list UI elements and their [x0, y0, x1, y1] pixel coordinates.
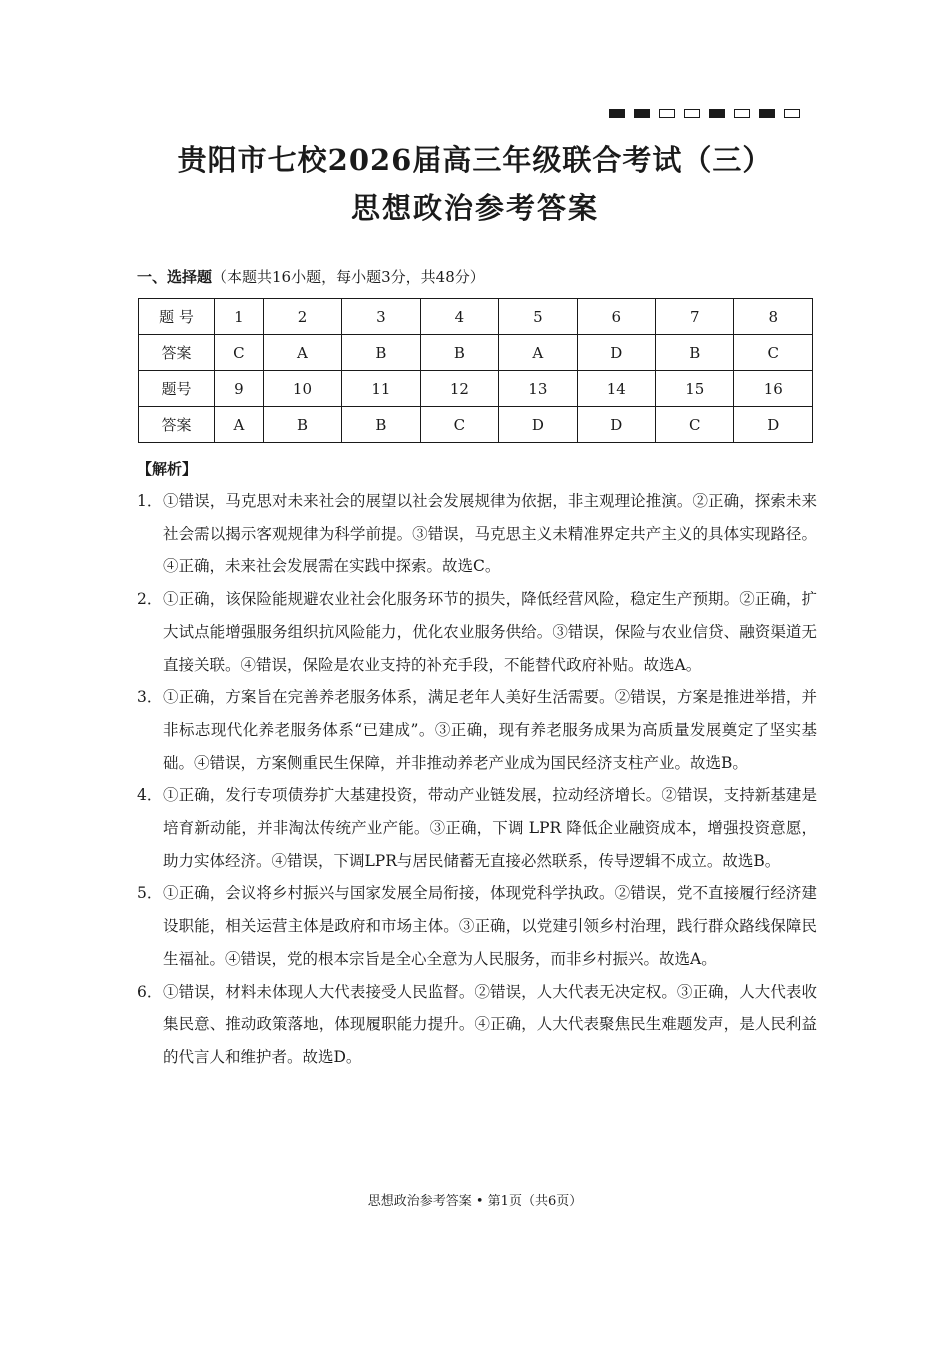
- answer-table: [138, 298, 813, 443]
- filled-square-mark: [759, 109, 775, 118]
- filled-square-mark: [609, 109, 625, 118]
- table-cell: 14: [577, 371, 655, 407]
- table-cell: C: [734, 335, 813, 371]
- filled-square-mark: [634, 109, 650, 118]
- analysis-item: [137, 976, 817, 1074]
- item-number: 3．: [137, 688, 163, 707]
- item-text: ①正确，发行专项债券扩大基建投资，带动产业链发展，拉动经济增长。②错误，支持新基建是培育新动能，并非淘汰传统产业产能。③正确，下调 LPR 降低企业融资成本，增强投资意愿，助力实体经济。④错误，下调LPR与居民储蓄无直接必然联系，传导逻辑不成立。故选B。: [163, 786, 817, 870]
- table-cell: 4: [420, 299, 498, 335]
- item-number: 4．: [137, 786, 163, 805]
- analysis-item: [137, 681, 817, 779]
- empty-square-mark: [734, 109, 750, 118]
- filled-square-mark: [709, 109, 725, 118]
- section-heading: [137, 266, 485, 287]
- analysis-item: [137, 485, 817, 583]
- exam-subtitle: 思想政治参考答案: [350, 191, 599, 225]
- table-cell: B: [656, 335, 734, 371]
- table-cell: D: [499, 407, 577, 443]
- table-cell: 1: [215, 299, 264, 335]
- table-cell: 8: [734, 299, 813, 335]
- table-cell: D: [577, 335, 655, 371]
- table-row: [139, 407, 813, 443]
- item-number: 2．: [137, 590, 163, 609]
- table-cell: A: [499, 335, 577, 371]
- page-footer: 思想政治参考答案 • 第1页（共6页）: [367, 1194, 583, 1209]
- empty-square-mark: [684, 109, 700, 118]
- table-cell: C: [215, 335, 264, 371]
- table-cell: 3: [342, 299, 420, 335]
- item-text: ①错误，马克思对未来社会的展望以社会发展规律为依据，非主观理论推演。②正确，探索未来社会需以揭示客观规律为科学前提。③错误，马克思主义未精准界定共产主义的具体实现路径。④正确，未来社会发展需在实践中探索。故选C。: [163, 492, 817, 576]
- analysis-item: [137, 877, 817, 975]
- item-number: 1．: [137, 492, 163, 510]
- table-cell: 11: [342, 371, 420, 407]
- table-cell: 2: [263, 299, 341, 335]
- table-cell: 5: [499, 299, 577, 335]
- table-cell: C: [656, 407, 734, 443]
- table-cell: A: [263, 335, 341, 371]
- row-label: 题 号: [139, 299, 215, 335]
- table-cell: B: [420, 335, 498, 371]
- table-cell: 9: [215, 371, 264, 407]
- table-cell: 10: [263, 371, 341, 407]
- item-text: ①正确，该保险能规避农业社会化服务环节的损失，降低经营风险，稳定生产预期。②正确，扩大试点能增强服务组织抗风险能力，优化农业服务供给。③错误，保险与农业信贷、融资渠道无直接关联。④错误，保险是农业支持的补充手段，不能替代政府补贴。故选A。: [163, 590, 817, 674]
- table-row: [139, 299, 813, 335]
- analysis-heading: 【解析】: [137, 460, 198, 478]
- table-cell: 7: [656, 299, 734, 335]
- section-note: （本题共16小题，每小题3分，共48分）: [212, 268, 485, 286]
- item-text: ①错误，材料未体现人大代表接受人民监督。②错误，人大代表无决定权。③正确，人大代表收集民意、推动政策落地，体现履职能力提升。④正确，人大代表聚焦民生难题发声，是人民利益的代言人和维护者。故选D。: [163, 982, 817, 1066]
- section-label: 一、选择题: [137, 268, 213, 286]
- table-cell: 13: [499, 371, 577, 407]
- table-cell: B: [342, 407, 420, 443]
- item-text: ①正确，会议将乡村振兴与国家发展全局衔接，体现党科学执政。②错误，党不直接履行经济建设职能，相关运营主体是政府和市场主体。③正确，以党建引领乡村治理，践行群众路线保障民生福祉。④错误，党的根本宗旨是全心全意为人民服务，而非乡村振兴。故选A。: [163, 884, 817, 968]
- item-text: ①正确，方案旨在完善养老服务体系，满足老年人美好生活需要。②错误，方案是推进举措，并非标志现代化养老服务体系“已建成”。③正确，现有养老服务成果为高质量发展奠定了坚实基础。④错误，方案侧重民生保障，并非推动养老产业成为国民经济支柱产业。故选B。: [163, 688, 817, 772]
- table-row: [139, 371, 813, 407]
- table-cell: B: [263, 407, 341, 443]
- table-cell: 15: [656, 371, 734, 407]
- item-number: 6．: [137, 982, 163, 1001]
- table-cell: B: [342, 335, 420, 371]
- row-label: 题号: [139, 371, 215, 407]
- empty-square-mark: [784, 109, 800, 118]
- empty-square-mark: [659, 109, 675, 118]
- row-label: 答案: [139, 407, 215, 443]
- table-row: [139, 335, 813, 371]
- table-cell: C: [420, 407, 498, 443]
- analysis-item: [137, 583, 817, 681]
- table-cell: 16: [734, 371, 813, 407]
- exam-title: 贵阳市七校2026届高三年级联合考试（三）: [177, 143, 773, 177]
- table-cell: D: [734, 407, 813, 443]
- table-cell: 6: [577, 299, 655, 335]
- table-cell: D: [577, 407, 655, 443]
- row-label: 答案: [139, 335, 215, 371]
- analysis-list: [137, 485, 817, 1074]
- item-number: 5．: [137, 884, 163, 903]
- table-cell: A: [215, 407, 264, 443]
- table-cell: 12: [420, 371, 498, 407]
- header-marks: [609, 109, 800, 118]
- analysis-item: [137, 779, 817, 877]
